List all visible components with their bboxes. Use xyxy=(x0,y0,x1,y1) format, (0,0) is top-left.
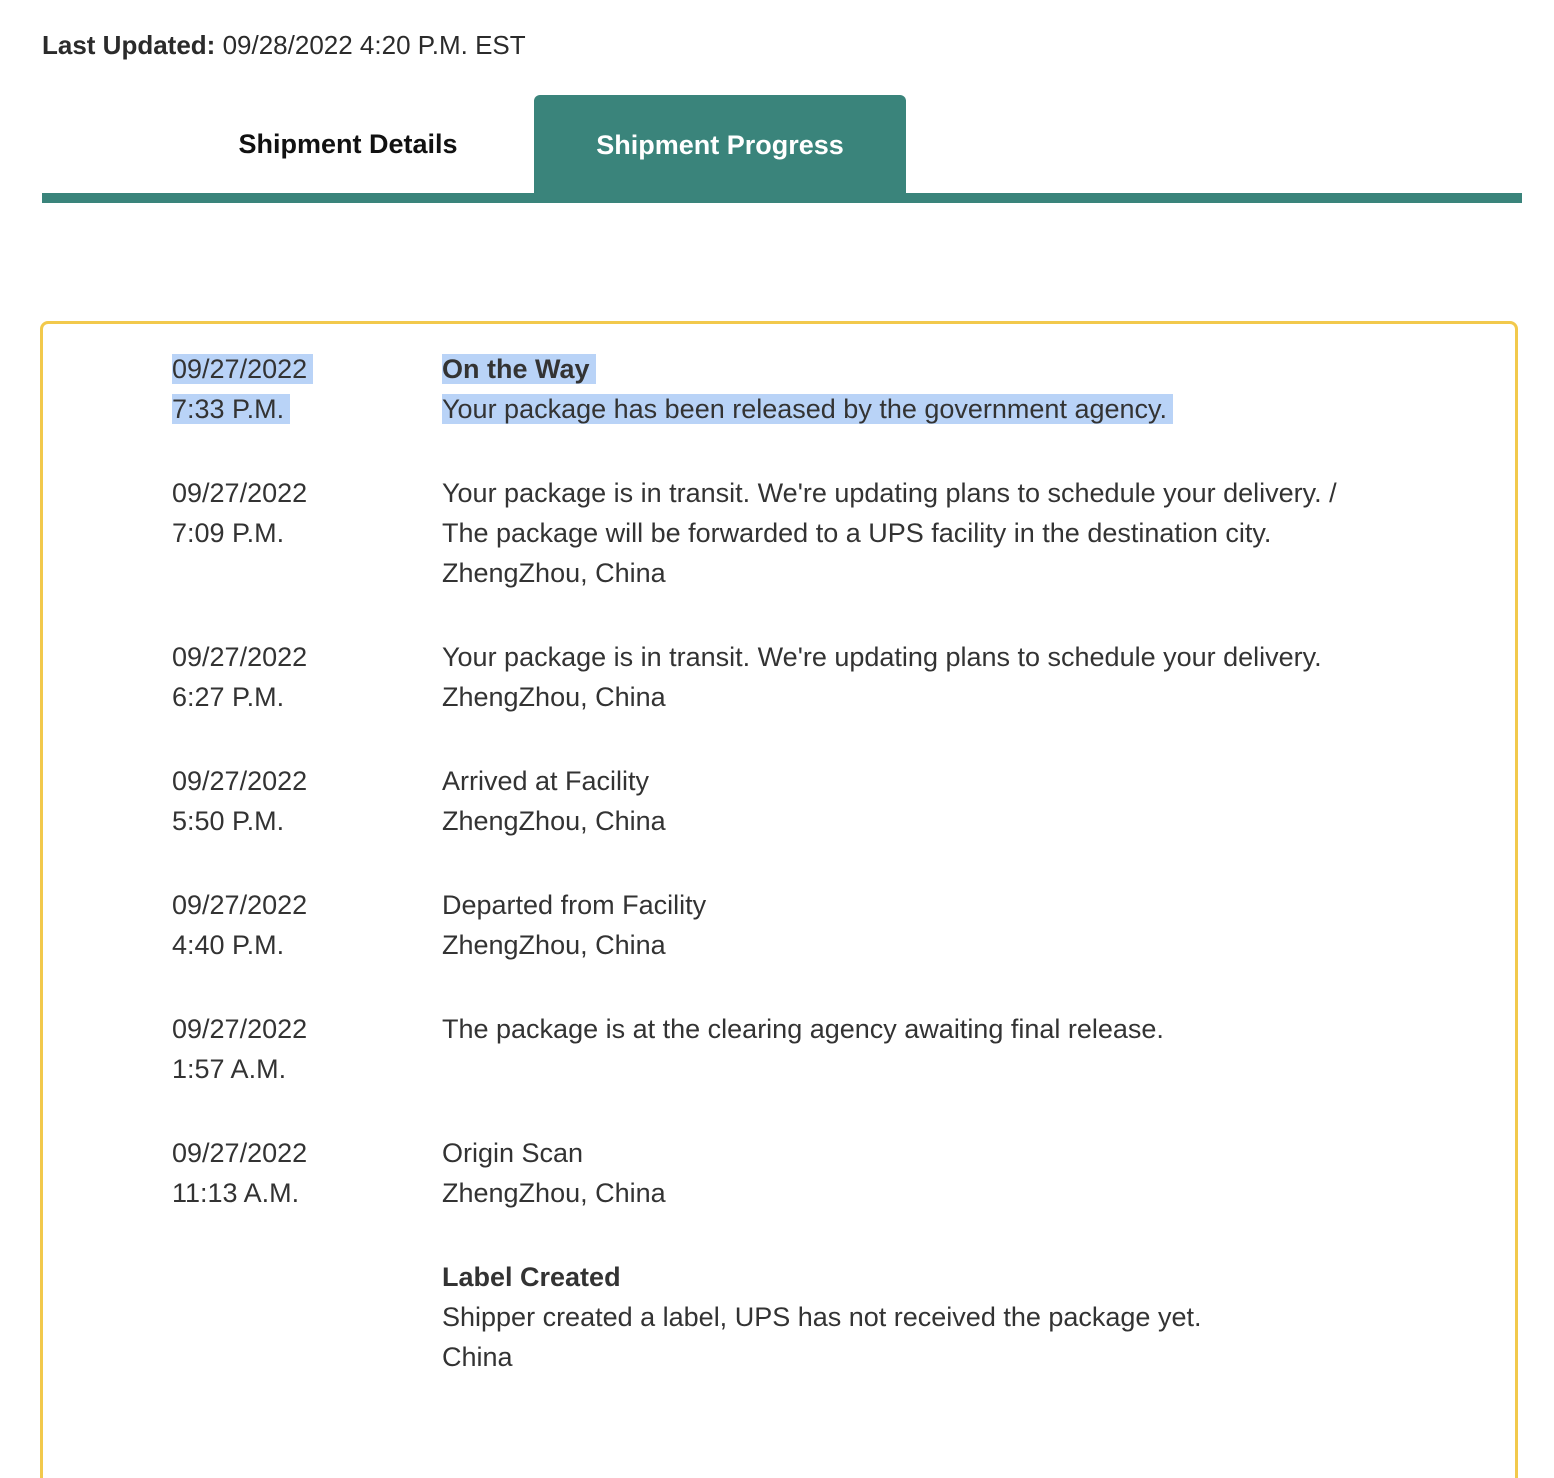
event-datetime xyxy=(172,885,307,965)
event-datetime xyxy=(172,1009,307,1089)
event-description: Your package has been released by the government agency. xyxy=(442,394,1173,424)
last-updated-value: 09/28/2022 4:20 P.M. EST xyxy=(222,30,526,60)
event-location: China xyxy=(442,1342,513,1372)
event-location: ZhengZhou, China xyxy=(442,682,666,712)
event-date: 09/27/2022 xyxy=(172,766,308,796)
event-description: Arrived at Facility xyxy=(442,766,650,796)
event-date: 09/27/2022 xyxy=(172,890,308,920)
tab-shipment-details[interactable]: Shipment Details xyxy=(238,128,458,159)
event-time: 7:33 P.M. xyxy=(172,394,290,424)
event-time: 4:40 P.M. xyxy=(172,930,285,960)
event-description-continued: The package will be forwarded to a UPS facility in the destination city. xyxy=(442,518,1272,548)
last-updated xyxy=(42,28,526,62)
event-description: Departed from Facility xyxy=(442,890,707,920)
event-details xyxy=(442,761,666,841)
event-datetime xyxy=(172,761,307,841)
event-details xyxy=(442,637,1322,717)
event-description: Your package is in transit. We're updating plans to schedule your delivery. xyxy=(442,642,1322,672)
event-date: 09/27/2022 xyxy=(172,1138,308,1168)
event-location: ZhengZhou, China xyxy=(442,558,666,588)
event-description: The package is at the clearing agency awaiting final release. xyxy=(442,1014,1164,1044)
event-date: 09/27/2022 xyxy=(172,354,313,384)
event-time: 7:09 P.M. xyxy=(172,518,285,548)
event-time: 6:27 P.M. xyxy=(172,682,285,712)
event-time: 5:50 P.M. xyxy=(172,806,285,836)
shipment-progress-panel xyxy=(40,321,1518,1478)
event-description: Origin Scan xyxy=(442,1138,584,1168)
event-description: Your package is in transit. We're updating plans to schedule your delivery. / xyxy=(442,478,1337,508)
tab-shipment-progress[interactable]: Shipment Progress xyxy=(534,95,906,195)
event-details xyxy=(442,1257,1201,1377)
event-datetime xyxy=(172,473,307,553)
event-time: 11:13 A.M. xyxy=(172,1178,300,1208)
event-datetime xyxy=(172,1133,307,1213)
event-title: Label Created xyxy=(442,1262,621,1292)
event-date: 09/27/2022 xyxy=(172,1014,308,1044)
event-details xyxy=(442,885,706,965)
event-location: ZhengZhou, China xyxy=(442,1178,666,1208)
event-date: 09/27/2022 xyxy=(172,478,308,508)
event-details xyxy=(442,473,1337,593)
event-time: 1:57 A.M. xyxy=(172,1054,287,1084)
event-location: ZhengZhou, China xyxy=(442,930,666,960)
event-date: 09/27/2022 xyxy=(172,642,308,672)
event-details xyxy=(442,1009,1164,1049)
event-datetime xyxy=(172,637,307,717)
event-description: Shipper created a label, UPS has not received the package yet. xyxy=(442,1302,1202,1332)
event-details xyxy=(442,1133,666,1213)
event-datetime xyxy=(172,349,313,429)
tab-underline-bar xyxy=(42,193,1522,203)
event-details xyxy=(442,349,1173,429)
last-updated-label: Last Updated: xyxy=(42,30,216,60)
event-title: On the Way xyxy=(442,354,596,384)
tab-strip xyxy=(42,95,1522,203)
event-location: ZhengZhou, China xyxy=(442,806,666,836)
